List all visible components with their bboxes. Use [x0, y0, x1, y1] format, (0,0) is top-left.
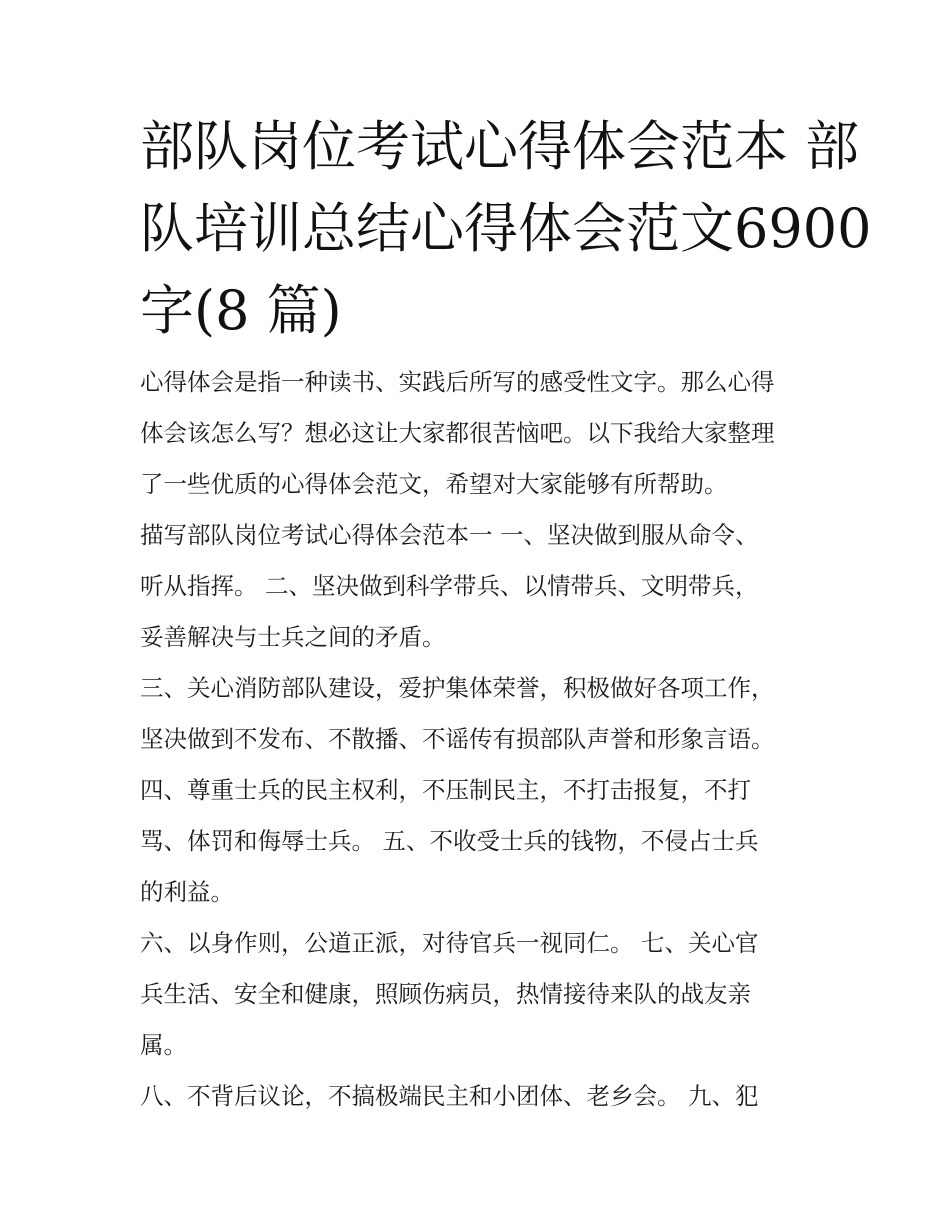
body-line: 三、关心消防部队建设，爱护集体荣誉，积极做好各项工作，	[140, 674, 775, 702]
title-line: 队培训总结心得体会范文6900	[140, 197, 872, 260]
document-title	[140, 106, 872, 352]
paragraph-intro	[140, 357, 820, 510]
title-line: 字(8 篇)	[140, 279, 342, 342]
body-line: 体会该怎么写？想必这让大家都很苦恼吧。以下我给大家整理	[140, 419, 775, 447]
body-line: 妥善解决与士兵之间的矛盾。	[140, 623, 446, 651]
body-line: 了一些优质的心得体会范文，希望对大家能够有所帮助。	[140, 470, 728, 498]
body-line: 骂、体罚和侮辱士兵。 五、不收受士兵的钱物，不侵占士兵	[140, 827, 759, 855]
title-line: 部队岗位考试心得体会范本 部	[140, 115, 860, 178]
body-line: 四、尊重士兵的民主权利，不压制民主，不打击报复，不打	[140, 776, 751, 804]
paragraph-1	[140, 510, 820, 663]
paragraph-3	[140, 918, 820, 1071]
body-line: 心得体会是指一种读书、实践后所写的感受性文字。那么心得	[140, 368, 775, 396]
body-line: 属。	[140, 1031, 187, 1059]
body-line: 听从指挥。 二、坚决做到科学带兵、以情带兵、文明带兵，	[140, 572, 759, 600]
body-line: 描写部队岗位考试心得体会范本一 一、坚决做到服从命令、	[140, 521, 759, 549]
body-line: 八、不背后议论，不搞极端民主和小团体、老乡会。 九、犯	[140, 1082, 759, 1110]
body-line: 的利益。	[140, 878, 234, 906]
body-line: 兵生活、安全和健康，照顾伤病员，热情接待来队的战友亲	[140, 980, 751, 1008]
body-line: 六、以身作则，公道正派，对待官兵一视同仁。 七、关心官	[140, 929, 759, 957]
document-body	[140, 357, 820, 1122]
paragraph-2	[140, 663, 820, 918]
body-line: 坚决做到不发布、不散播、不谣传有损部队声誉和形象言语。	[140, 725, 775, 753]
paragraph-4	[140, 1071, 820, 1122]
